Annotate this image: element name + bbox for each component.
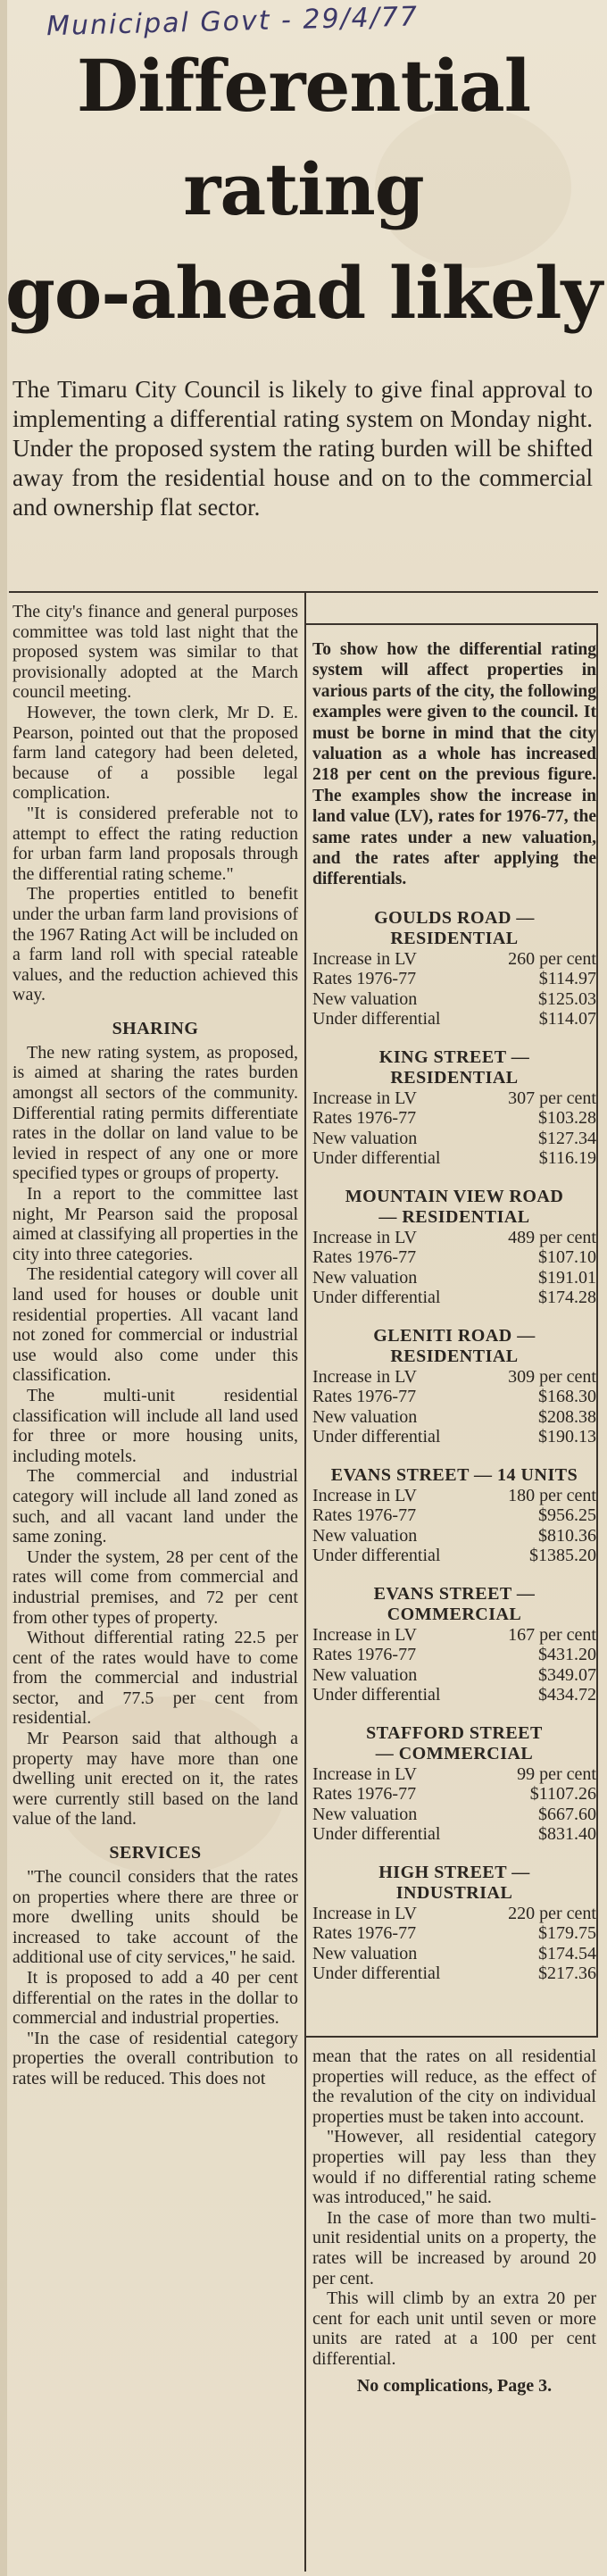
row-value: $810.36 — [538, 1525, 596, 1546]
row-label: Under differential — [312, 1546, 441, 1566]
headline — [0, 34, 607, 345]
row-label: New valuation — [312, 1804, 418, 1824]
article-paragraph: However, the town clerk, Mr D. E. Pearson, pointed out that the proposed farm land category had been deleted, because of a possible legal complication. — [12, 702, 298, 804]
example-table — [312, 908, 596, 1030]
article-paragraph: "It is considered preferable not to attempt to effect the rating reduction for urban farm land proposals through the differential rating scheme." — [12, 803, 298, 884]
examples-tables — [312, 908, 596, 1984]
paper-edge — [0, 0, 7, 2576]
example-title: RESIDENTIAL — [390, 928, 519, 948]
example-row — [312, 1268, 596, 1288]
row-label: Increase in LV — [312, 1227, 417, 1247]
row-label: Increase in LV — [312, 1763, 417, 1784]
row-value: 180 per cent — [508, 1485, 596, 1505]
box-bottom-rule — [306, 2036, 598, 2038]
row-value: $191.01 — [538, 1267, 596, 1288]
article-paragraph: The city's finance and general purposes committee was told last night that the proposed system was similar to that provisionally adopted at the March council meeting. — [12, 602, 298, 703]
page-reference: No complications, Page 3. — [356, 2375, 553, 2396]
row-label: New valuation — [312, 1943, 418, 1963]
article-paragraph: mean that the rates on all residential properties will reduce, as the effect of the revalution of the city on individual properties must be taken into account. — [312, 2047, 596, 2127]
row-value: $125.03 — [538, 988, 596, 1009]
row-label: Under differential — [312, 1288, 441, 1308]
example-row — [312, 1824, 596, 1845]
article-paragraph: "In the case of residential category properties the overall contribution to rates will be reduced. This does not — [12, 2028, 298, 2088]
example-title: RESIDENTIAL — [390, 1067, 519, 1088]
box-right-rule — [596, 623, 598, 2036]
row-label: Under differential — [312, 1824, 441, 1845]
row-value: $114.07 — [538, 1009, 596, 1030]
headline-line-1: Differential — [76, 44, 531, 128]
example-row — [312, 1784, 596, 1805]
example-title: — RESIDENTIAL — [378, 1206, 530, 1227]
article-paragraph: Under the system, 28 per cent of the rates will come from commercial and industrial premises, and 72 per cent from other types of property. — [12, 1546, 298, 1628]
article-paragraph: The multi-unit residential classification will include all land used for three or more housing units, including motels. — [12, 1385, 298, 1466]
continuation-text — [312, 2047, 596, 2370]
row-value: $208.38 — [538, 1406, 596, 1427]
example-row — [312, 1129, 596, 1149]
example-row — [312, 1009, 596, 1030]
article-paragraph: The properties entitled to benefit under the urban farm land provisions of the 1967 Rating Act will be included on a farm land roll with special rateable values, and the reduction achieved this way. — [12, 884, 298, 1005]
row-label: Increase in LV — [312, 1624, 417, 1645]
section-subhead: SERVICES — [109, 1843, 202, 1863]
example-table — [312, 1584, 596, 1705]
row-label: Increase in LV — [312, 1366, 417, 1387]
article-paragraph: "The council considers that the rates on properties where there are three or more dwelling units should be increased to take account of the additional use of city services," he said. — [12, 1867, 298, 1968]
row-value: $217.36 — [538, 1963, 596, 1984]
example-row — [312, 1088, 596, 1109]
article-paragraph: Without differential rating 22.5 per cent of the rates would have to come from the commercial and industrial sector, and 77.5 per cent from residential. — [12, 1628, 298, 1729]
example-table — [312, 1326, 596, 1447]
row-value: $127.34 — [538, 1128, 596, 1148]
intro-paragraph: The Timaru City Council is likely to give final approval to implementing a differential rating system on Monday night. Under the proposed system the rating burden will be shifted away from the residential house and on to the commercial and ownership flat sector. — [12, 376, 593, 521]
article-paragraph: The commercial and industrial category will include all land zoned as such, and all vacant land under the same zoning. — [12, 1466, 298, 1547]
row-value: 309 per cent — [508, 1366, 596, 1387]
article-paragraph: In a report to the committee last night, Mr Pearson said the proposal aimed at classifying all properties in the city into three categories. — [12, 1184, 298, 1264]
example-row — [312, 1904, 596, 1924]
row-label: Increase in LV — [312, 1903, 417, 1923]
example-row — [312, 1505, 596, 1526]
example-row — [312, 1367, 596, 1388]
row-label: Under differential — [312, 1148, 441, 1169]
example-table — [312, 1723, 596, 1845]
section-subhead: SHARING — [112, 1018, 199, 1038]
row-value: $174.54 — [538, 1943, 596, 1963]
example-title: RESIDENTIAL — [390, 1346, 519, 1366]
example-table — [312, 1187, 596, 1308]
examples-box — [312, 639, 596, 1984]
example-title: MOUNTAIN VIEW ROAD — [345, 1186, 564, 1206]
row-value: 260 per cent — [508, 948, 596, 969]
headline-line-2: rating — [183, 147, 424, 231]
example-title: GOULDS ROAD — — [374, 907, 535, 928]
example-table — [312, 1465, 596, 1566]
example-row — [312, 1427, 596, 1447]
row-value: $107.10 — [538, 1247, 596, 1268]
example-title: COMMERCIAL — [387, 1604, 522, 1624]
row-label: New valuation — [312, 988, 418, 1009]
example-row — [312, 1247, 596, 1268]
row-label: Rates 1976-77 — [312, 1387, 417, 1407]
row-label: New valuation — [312, 1267, 418, 1288]
column-divider — [304, 591, 306, 2572]
row-value: $1385.20 — [529, 1546, 596, 1566]
example-row — [312, 1228, 596, 1248]
example-row — [312, 1963, 596, 1984]
example-table — [312, 1047, 596, 1169]
row-value: $174.28 — [538, 1288, 596, 1308]
row-value: 99 per cent — [517, 1763, 596, 1784]
row-value: $103.28 — [538, 1108, 596, 1129]
row-value: $956.25 — [538, 1505, 596, 1526]
example-row — [312, 1805, 596, 1825]
example-row — [312, 1148, 596, 1169]
example-row — [312, 1387, 596, 1407]
row-value: $190.13 — [538, 1427, 596, 1447]
example-row — [312, 1108, 596, 1129]
row-value: $168.30 — [538, 1387, 596, 1407]
row-value: 220 per cent — [508, 1903, 596, 1923]
left-column — [12, 602, 298, 2089]
example-row — [312, 1923, 596, 1944]
row-label: New valuation — [312, 1128, 418, 1148]
section-divider — [9, 591, 598, 593]
row-label: New valuation — [312, 1406, 418, 1427]
row-value: 307 per cent — [508, 1088, 596, 1108]
row-label: Rates 1976-77 — [312, 1505, 417, 1526]
row-label: Rates 1976-77 — [312, 1247, 417, 1268]
row-value: $1107.26 — [529, 1784, 596, 1805]
row-value: $116.19 — [538, 1148, 596, 1169]
example-title: — COMMERCIAL — [375, 1743, 534, 1763]
row-value: $434.72 — [538, 1685, 596, 1705]
example-title: STAFFORD STREET — [366, 1722, 543, 1743]
row-value: $349.07 — [538, 1664, 596, 1685]
example-table — [312, 1863, 596, 1984]
row-label: Under differential — [312, 1685, 441, 1705]
row-value: $667.60 — [538, 1804, 596, 1824]
example-row — [312, 1665, 596, 1686]
row-label: Under differential — [312, 1009, 441, 1030]
row-label: Under differential — [312, 1963, 441, 1984]
example-row — [312, 1685, 596, 1705]
box-note: To show how the differential rating system will affect properties in various parts of the city, the following examples were given to the council. It must be borne in mind that the city valuation as a whole has increased 218 per cent on the previous figure. The examples show the increase in land value (LV), rates for 1976-77, the same rates under a new valuation, and the rates after applying the differentials. — [312, 640, 596, 889]
row-label: New valuation — [312, 1525, 418, 1546]
row-value: 167 per cent — [508, 1624, 596, 1645]
example-row — [312, 989, 596, 1010]
example-row — [312, 1288, 596, 1308]
example-title: INDUSTRIAL — [395, 1882, 513, 1903]
example-row — [312, 1625, 596, 1646]
row-label: Under differential — [312, 1427, 441, 1447]
example-row — [312, 969, 596, 989]
row-label: Increase in LV — [312, 948, 417, 969]
row-value: $114.97 — [538, 969, 596, 989]
article-paragraph: In the case of more than two multi-unit residential units on a property, the rates will be increased by around 20 per cent. — [312, 2207, 596, 2288]
article-paragraph: "However, all residential category properties will pay less than they would if no differential rating scheme was introduced," he said. — [312, 2127, 596, 2208]
example-title: HIGH STREET — — [378, 1862, 530, 1882]
example-title: EVANS STREET — 14 UNITS — [330, 1464, 578, 1485]
box-top-rule — [306, 623, 598, 625]
right-column-continuation — [312, 2047, 596, 2397]
example-row — [312, 949, 596, 970]
row-label: Rates 1976-77 — [312, 969, 417, 989]
example-row — [312, 1526, 596, 1546]
example-title: GLENITI ROAD — — [373, 1325, 536, 1346]
example-row — [312, 1407, 596, 1428]
example-title: EVANS STREET — — [373, 1583, 536, 1604]
row-label: Increase in LV — [312, 1088, 417, 1108]
row-value: $431.20 — [538, 1645, 596, 1665]
example-row — [312, 1764, 596, 1785]
row-value: $831.40 — [538, 1824, 596, 1845]
row-label: Rates 1976-77 — [312, 1645, 417, 1665]
example-row — [312, 1486, 596, 1506]
example-row — [312, 1645, 596, 1665]
handwritten-annotation: Municipal Govt - 29/4/77 — [46, 1, 420, 43]
article-paragraph: Mr Pearson said that although a property may have more than one dwelling unit erected on it, the rates were currently still based on the land value of the land. — [12, 1729, 298, 1830]
row-label: Rates 1976-77 — [312, 1108, 417, 1129]
example-title: KING STREET — — [378, 1046, 530, 1067]
article-paragraph: This will climb by an extra 20 per cent for each unit until seven or more units are rated at a 100 per cent differential. — [312, 2288, 596, 2369]
article-paragraph: It is proposed to add a 40 per cent differential on the rates in the dollar to commercial and industrial properties. — [12, 1968, 298, 2029]
article-paragraph: The residential category will cover all land used for houses or double unit residential properties. All vacant land not zoned for commercial or industrial use would also come under this classification. — [12, 1264, 298, 1386]
row-value: 489 per cent — [508, 1227, 596, 1247]
article-paragraph: The new rating system, as proposed, is aimed at sharing the rates burden amongst all sectors of the community. Differential rating permits differentiate rates in the dollar on land value to be levied in respect of any one or more specified types or groups of property. — [12, 1042, 298, 1184]
row-label: New valuation — [312, 1664, 418, 1685]
row-value: $179.75 — [538, 1923, 596, 1944]
example-row — [312, 1546, 596, 1566]
row-label: Rates 1976-77 — [312, 1923, 417, 1944]
headline-line-3: go-ahead likely — [4, 251, 602, 335]
row-label: Increase in LV — [312, 1485, 417, 1505]
example-row — [312, 1944, 596, 1964]
row-label: Rates 1976-77 — [312, 1784, 417, 1805]
